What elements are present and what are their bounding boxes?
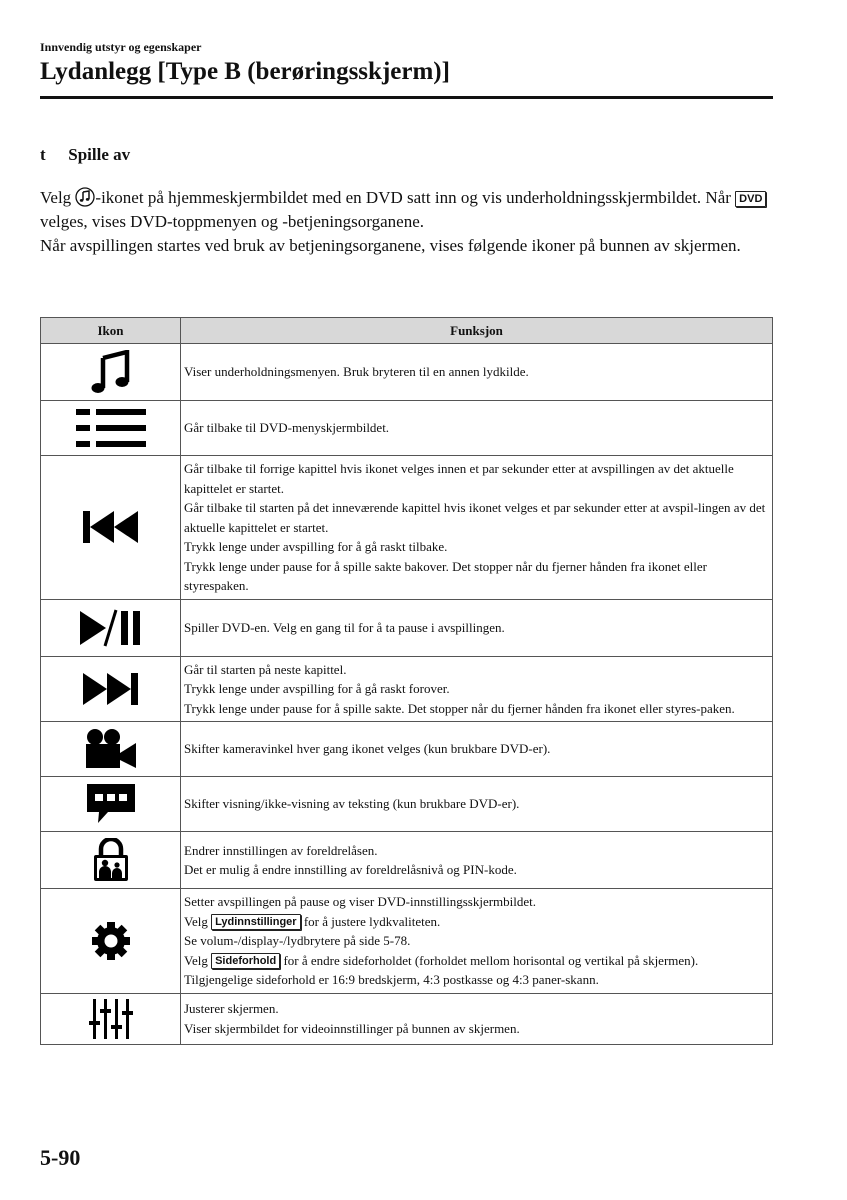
icon-cell <box>41 344 181 401</box>
aspect-ratio-tag: Sideforhold <box>211 953 280 969</box>
play-pause-icon <box>80 609 142 647</box>
icon-function-table <box>40 317 773 1045</box>
description-line: Tilgjengelige sideforhold er 16:9 bredskjerm, 4:3 postkasse og 4:3 paner-skann. <box>184 972 599 987</box>
icon-cell <box>41 656 181 722</box>
icon-cell <box>41 456 181 600</box>
description-line: Trykk lenge under pause for å spille sakte. Det stopper når du fjerner hånden fra ikonet eller styres-paken. <box>184 700 735 716</box>
description-line: Det er mulig å endre innstilling av foreldrelåsnivå og PIN-kode. <box>184 862 517 877</box>
description-text: Velg <box>184 952 212 968</box>
description-line: Viser skjermbildet for videoinnstillinger på bunnen av skjermen. <box>184 1020 520 1036</box>
subheading-bullet: t <box>40 145 46 164</box>
intro-paragraph-1 <box>40 186 780 234</box>
description-line: Se volum-/display-/lydbrytere på side 5-78. <box>184 933 411 948</box>
table-row <box>41 656 773 722</box>
sound-settings-tag: Lydinnstillinger <box>211 914 301 930</box>
table-row <box>41 832 773 889</box>
function-description <box>181 344 773 401</box>
icon-cell <box>41 889 181 994</box>
function-description <box>181 599 773 656</box>
icon-cell <box>41 777 181 832</box>
function-description <box>181 656 773 722</box>
description-line: Justerer skjermen. <box>184 1001 279 1016</box>
function-description <box>181 456 773 600</box>
intro-text-part: -ikonet på hjemmeskjermbildet med en DVD satt inn og vis underholdningsskjermbildet. Når <box>95 188 736 207</box>
description-line: Spiller DVD-en. Velg en gang til for å ta pause i avspillingen. <box>184 619 505 635</box>
title-rule <box>40 96 773 99</box>
intro-text <box>40 186 780 258</box>
music-note-icon <box>75 187 95 207</box>
description-line: Går tilbake til starten på det inneværende kapittel hvis ikonet velges et par sekunder etter at avspil-lingen av det aktuelle kapittelet er startet. <box>184 500 766 535</box>
table-row <box>41 456 773 600</box>
table-row <box>41 344 773 401</box>
icon-cell <box>41 832 181 889</box>
subheading <box>40 145 130 165</box>
function-description <box>181 832 773 889</box>
description-line: Viser underholdningsmenyen. Bruk bryteren til en annen lydkilde. <box>184 364 529 380</box>
icon-cell <box>41 722 181 777</box>
column-header-function: Funksjon <box>181 318 773 344</box>
description-line: Endrer innstillingen av foreldrelåsen. <box>184 842 378 858</box>
description-line: Skifter visning/ikke-visning av teksting (kun brukbare DVD-er). <box>184 796 520 812</box>
intro-paragraph-2: Når avspillingen startes ved bruk av betjeningsorganene, vises følgende ikoner på bunnen av skjermen. <box>40 236 741 255</box>
description-line <box>184 912 768 932</box>
intro-text-part: velges, vises DVD-toppmenyen og -betjeningsorganene. <box>40 212 424 231</box>
function-description <box>181 993 773 1044</box>
table-row <box>41 889 773 994</box>
equalizer-sliders-icon <box>89 999 133 1039</box>
description-line: Trykk lenge under avspilling for å gå raskt forover. <box>184 681 450 696</box>
section-label: Innvendig utstyr og egenskaper <box>40 40 202 54</box>
function-description <box>181 722 773 777</box>
table-row <box>41 599 773 656</box>
subheading-label: Spille av <box>68 145 131 164</box>
previous-chapter-icon <box>83 511 139 543</box>
camera-angle-icon <box>84 728 138 770</box>
menu-list-icon <box>76 408 146 448</box>
intro-text-part: Velg <box>40 188 76 207</box>
icon-cell <box>41 599 181 656</box>
description-line: Trykk lenge under pause for å spille sakte bakover. Det stopper når du fjerner hånden fra ikonet eller styrespaken. <box>184 558 707 593</box>
table-row <box>41 993 773 1044</box>
page-title: Lydanlegg [Type B (berøringsskjerm)] <box>40 58 450 85</box>
table-row <box>41 777 773 832</box>
description-line <box>184 951 768 971</box>
description-line: Går tilbake til forrige kapittel hvis ikonet velges innen et par sekunder etter at avspillingen av det aktuelle kapittelet er startet. <box>184 461 734 496</box>
description-text: for å endre sideforholdet (forholdet mellom horisontal og vertikal på skjermen). <box>280 952 699 968</box>
description-line: Trykk lenge under avspilling for å gå raskt tilbake. <box>184 539 448 554</box>
parental-lock-icon <box>93 838 129 882</box>
description-line: Går tilbake til DVD-menyskjermbildet. <box>184 420 390 436</box>
table-row <box>41 722 773 777</box>
description-text: for å justere lydkvaliteten. <box>300 913 441 929</box>
page-number: 5-90 <box>40 1145 81 1170</box>
next-chapter-icon <box>83 673 139 705</box>
settings-gear-icon <box>91 921 131 961</box>
column-header-icon: Ikon <box>41 318 181 344</box>
table-header-row <box>41 318 773 344</box>
description-text: Velg <box>184 913 212 929</box>
function-description <box>181 889 773 994</box>
description-line: Setter avspillingen på pause og viser DVD-innstillingsskjermbildet. <box>184 894 537 909</box>
icon-cell <box>41 993 181 1044</box>
subtitle-icon <box>86 783 136 825</box>
icon-cell <box>41 401 181 456</box>
function-description <box>181 401 773 456</box>
description-line: Går til starten på neste kapittel. <box>184 661 347 677</box>
description-line: Skifter kameravinkel hver gang ikonet velges (kun brukbare DVD-er). <box>184 741 551 757</box>
music-note-icon <box>91 350 131 394</box>
table-row <box>41 401 773 456</box>
function-description <box>181 777 773 832</box>
dvd-tag: DVD <box>735 191 766 207</box>
